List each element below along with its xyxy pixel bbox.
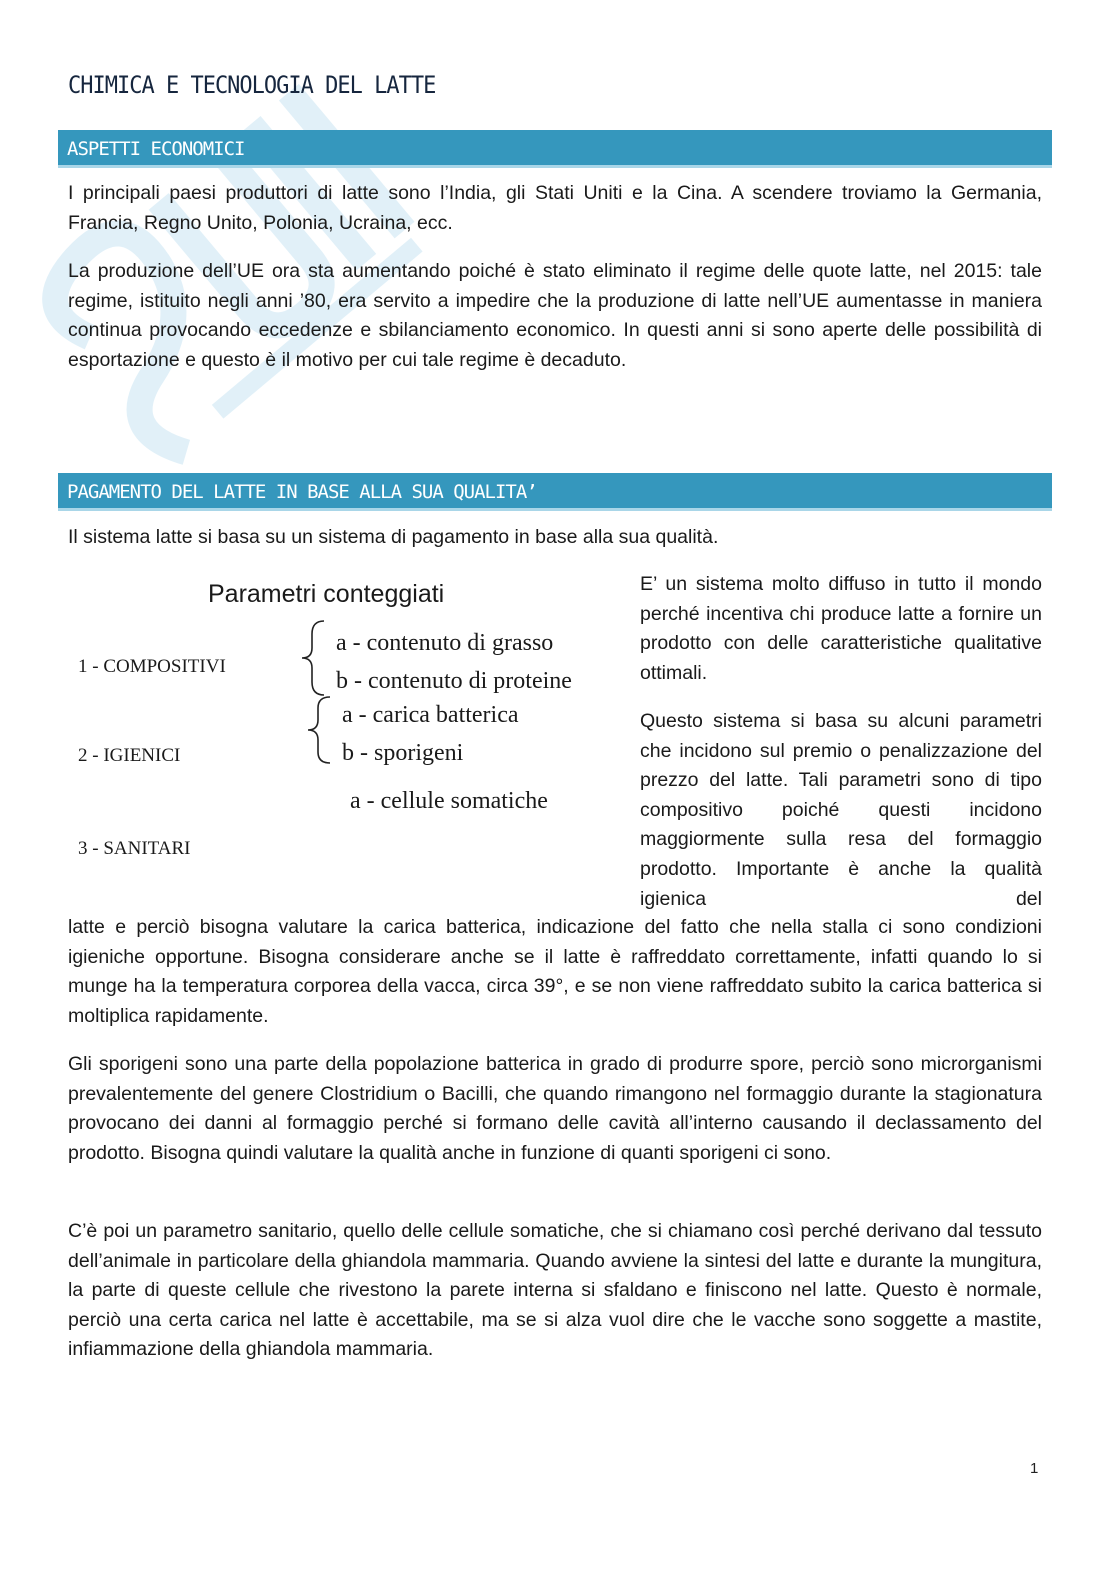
section-heading-pagamento: PAGAMENTO DEL LATTE IN BASE ALLA SUA QUALITA’ — [67, 481, 537, 503]
curly-brace-icon — [296, 618, 336, 698]
param-item: a - carica batterica — [342, 702, 519, 728]
document-title: CHIMICA E TECNOLOGIA DEL LATTE — [68, 72, 436, 100]
section-heading-bar — [58, 130, 1052, 168]
page-number: 1 — [1030, 1460, 1039, 1477]
param-item: b - sporigeni — [342, 740, 464, 766]
paragraph: Gli sporigeni sono una parte della popolazione batterica in grado di produrre spore, perciò sono microrganismi prevalentemente del genere Clostridium o Bacilli, che quando rimangono nel formaggio durante la stagionatura provocano dei danni al formaggio perché si formano delle cavità all’interno causando il declassamento del prodotto. Bisogna quindi valutare la qualità anche in funzione di quanti sporigeni ci sono. — [68, 1053, 1042, 1164]
group-label-igienici: 2 - IGIENICI — [78, 745, 181, 766]
curly-brace-icon — [302, 694, 342, 766]
paragraph-side: Questo sistema si basa su alcuni parametri che incidono sul premio o penalizzazione del prezzo del latte. Tali parametri sono di tipo compositivo poiché questi incidono maggiormente sulla resa del formaggio prodotto. Importante è anche la qualità igienica del — [640, 710, 1042, 910]
group-label-compositivi: 1 - COMPOSITIVI — [78, 656, 226, 677]
paragraph: latte e perciò bisogna valutare la carica batterica, indicazione del fatto che nella stalla ci sono condizioni igieniche opportune. Bisogna considerare anche se il latte è raffreddato correttamente, infatti quando lo si munge ha la temperatura corporea della vacca, circa 39°, e se non viene raffreddato subito la carica batterica si moltiplica rapidamente. — [68, 916, 1042, 1027]
group-label-sanitari: 3 - SANITARI — [78, 838, 191, 859]
section-heading-aspetti-economici: ASPETTI ECONOMICI — [67, 138, 245, 160]
param-item: b - contenuto di proteine — [336, 668, 572, 694]
param-item: a - cellule somatiche — [350, 788, 548, 814]
diagram-title: Parametri conteggiati — [208, 580, 445, 608]
paragraph-side: E’ un sistema molto diffuso in tutto il mondo perché incentiva chi produce latte a fornire un prodotto con delle caratteristiche qualitative ottimali. — [640, 573, 1042, 684]
paragraph-intro: Il sistema latte si basa su un sistema di pagamento in base alla sua qualità. — [68, 526, 719, 548]
param-item: a - contenuto di grasso — [336, 630, 554, 656]
parameters-diagram — [68, 572, 628, 872]
section-heading-bar — [58, 473, 1052, 511]
paragraph: La produzione dell’UE ora sta aumentando poiché è stato eliminato il regime delle quote latte, nel 2015: tale regime, istituito negli anni ’80, era servito a impedire che la produzione di latte nell’UE aumentasse in maniera continua provocando eccedenze e sbilanciamento economico. In questi anni si sono aperte delle possibilità di esportazione e questo è il motivo per cui tale regime è decaduto. — [68, 260, 1042, 371]
paragraph: C’è poi un parametro sanitario, quello delle cellule somatiche, che si chiamano così perché derivano dal tessuto dell’animale in particolare della ghiandola mammaria. Quando avviene la sintesi del latte e durante la mungitura, la parte di queste cellule che rivestono la parete interna si sfaldano e finiscono nel latte. Questo è normale, perciò una certa carica nel latte è accettabile, ma se si alza vuol dire che le vacche sono soggette a mastite, infiammazione della ghiandola mammaria. — [68, 1220, 1042, 1361]
paragraph: I principali paesi produttori di latte sono l’India, gli Stati Uniti e la Cina. A scendere troviamo la Germania, Francia, Regno Unito, Polonia, Ucraina, ecc. — [68, 182, 1042, 234]
